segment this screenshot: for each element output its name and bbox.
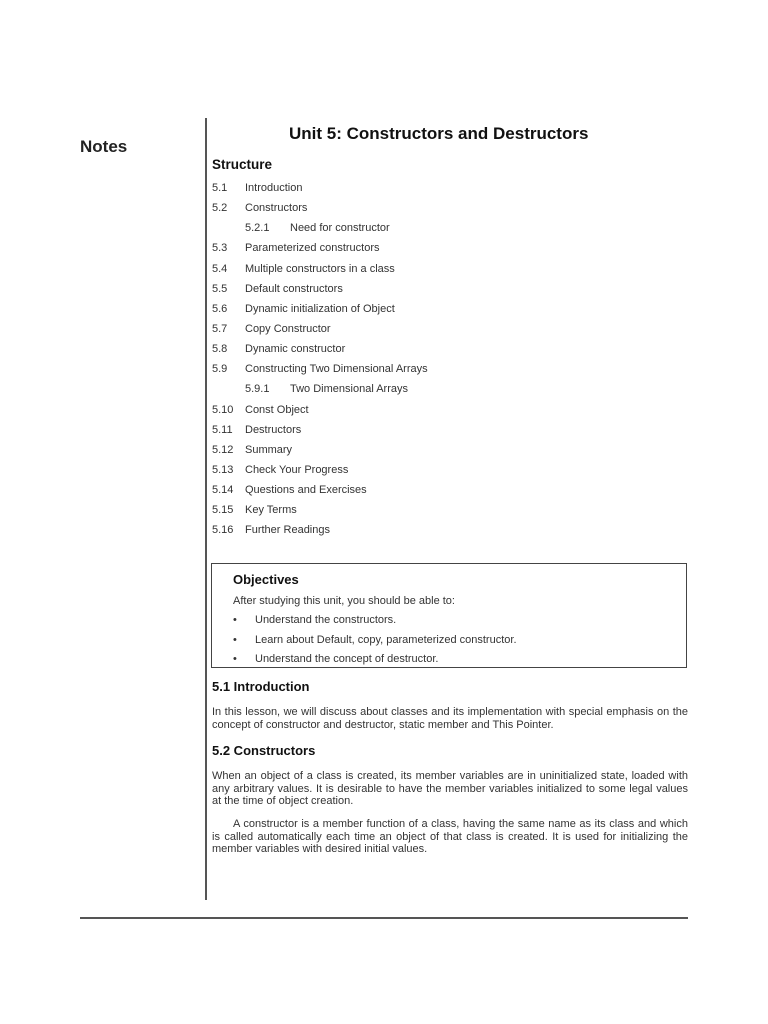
objectives-box bbox=[211, 563, 687, 668]
objectives-list bbox=[233, 613, 517, 672]
toc-item-title: Further Readings bbox=[245, 524, 330, 537]
toc-item-number: 5.9 bbox=[212, 363, 228, 376]
toc-item-title: Const Object bbox=[245, 403, 309, 416]
constructors-paragraph-1: When an object of a class is created, its member variables are in uninitialized state, loaded with any arbitrary values. It is desirable to have the member variables initialized to some legal values at the time of object creation. bbox=[212, 770, 688, 807]
objective-text: Understand the concept of destructor. bbox=[255, 653, 439, 665]
page-footer-rule bbox=[80, 917, 688, 919]
toc-item-title: Constructing Two Dimensional Arrays bbox=[245, 363, 428, 376]
toc-item-number: 5.5 bbox=[212, 282, 228, 295]
objective-item bbox=[233, 633, 517, 653]
toc-item-number: 5.15 bbox=[212, 504, 234, 517]
bullet-icon: • bbox=[233, 633, 237, 646]
objective-text: Understand the constructors. bbox=[255, 614, 397, 626]
toc-item-number: 5.7 bbox=[212, 322, 228, 335]
toc-item-title: Two Dimensional Arrays bbox=[290, 383, 408, 396]
objectives-lead: After studying this unit, you should be able to: bbox=[233, 595, 455, 607]
toc-item-title: Questions and Exercises bbox=[245, 484, 367, 497]
unit-title: Unit 5: Constructors and Destructors bbox=[289, 124, 589, 143]
toc-item-title: Dynamic initialization of Object bbox=[245, 302, 395, 315]
toc-item-number: 5.3 bbox=[212, 242, 228, 255]
toc-item-number: 5.14 bbox=[212, 484, 234, 497]
toc-item-number: 5.9.1 bbox=[245, 383, 270, 396]
toc-item-number: 5.10 bbox=[212, 403, 234, 416]
introduction-paragraph: In this lesson, we will discuss about classes and its implementation with special emphasis on the concept of constructor and destructor, static member and This Pointer. bbox=[212, 706, 688, 731]
toc-item-title: Check Your Progress bbox=[245, 463, 349, 476]
toc-item-number: 5.16 bbox=[212, 524, 234, 537]
toc-item-number: 5.8 bbox=[212, 343, 228, 356]
section-heading-introduction: 5.1 Introduction bbox=[212, 679, 310, 694]
section-heading-constructors: 5.2 Constructors bbox=[212, 743, 316, 758]
toc-item-title: Destructors bbox=[245, 423, 302, 436]
toc-item-title: Copy Constructor bbox=[245, 322, 331, 335]
bullet-icon: • bbox=[233, 614, 237, 626]
toc-item-title: Dynamic constructor bbox=[245, 343, 346, 356]
margin-divider bbox=[205, 118, 207, 900]
objective-item bbox=[233, 613, 517, 633]
toc-item-title: Need for constructor bbox=[290, 222, 390, 235]
objective-item bbox=[233, 652, 517, 672]
toc-item-number: 5.4 bbox=[212, 262, 228, 275]
objective-text: Learn about Default, copy, parameterized constructor. bbox=[255, 633, 517, 646]
objectives-title: Objectives bbox=[233, 572, 299, 587]
toc-item-title: Parameterized constructors bbox=[245, 242, 380, 255]
toc-item-number: 5.2.1 bbox=[245, 222, 270, 235]
toc-item-title: Default constructors bbox=[245, 282, 343, 295]
constructors-paragraph-2: A constructor is a member function of a class, having the same name as its class and which is called automatically each time an object of that class is created. It is used for initializing the member variables with desired initial values. bbox=[212, 818, 688, 855]
toc-item-title: Summary bbox=[245, 443, 293, 456]
toc-item-number: 5.11 bbox=[212, 423, 233, 436]
margin-notes-label: Notes bbox=[80, 137, 128, 156]
toc-item-title: Introduction bbox=[245, 182, 303, 194]
structure-heading: Structure bbox=[212, 157, 273, 172]
toc-item-title: Key Terms bbox=[245, 504, 297, 517]
toc-item-title: Multiple constructors in a class bbox=[245, 262, 395, 275]
toc-item-number: 5.12 bbox=[212, 443, 234, 456]
bullet-icon: • bbox=[233, 653, 237, 665]
toc-item-number: 5.13 bbox=[212, 463, 234, 476]
toc-item-number: 5.6 bbox=[212, 302, 228, 315]
toc-item-number: 5.2 bbox=[212, 202, 228, 215]
toc-item-number: 5.1 bbox=[212, 182, 228, 194]
toc-item-title: Constructors bbox=[245, 202, 308, 215]
